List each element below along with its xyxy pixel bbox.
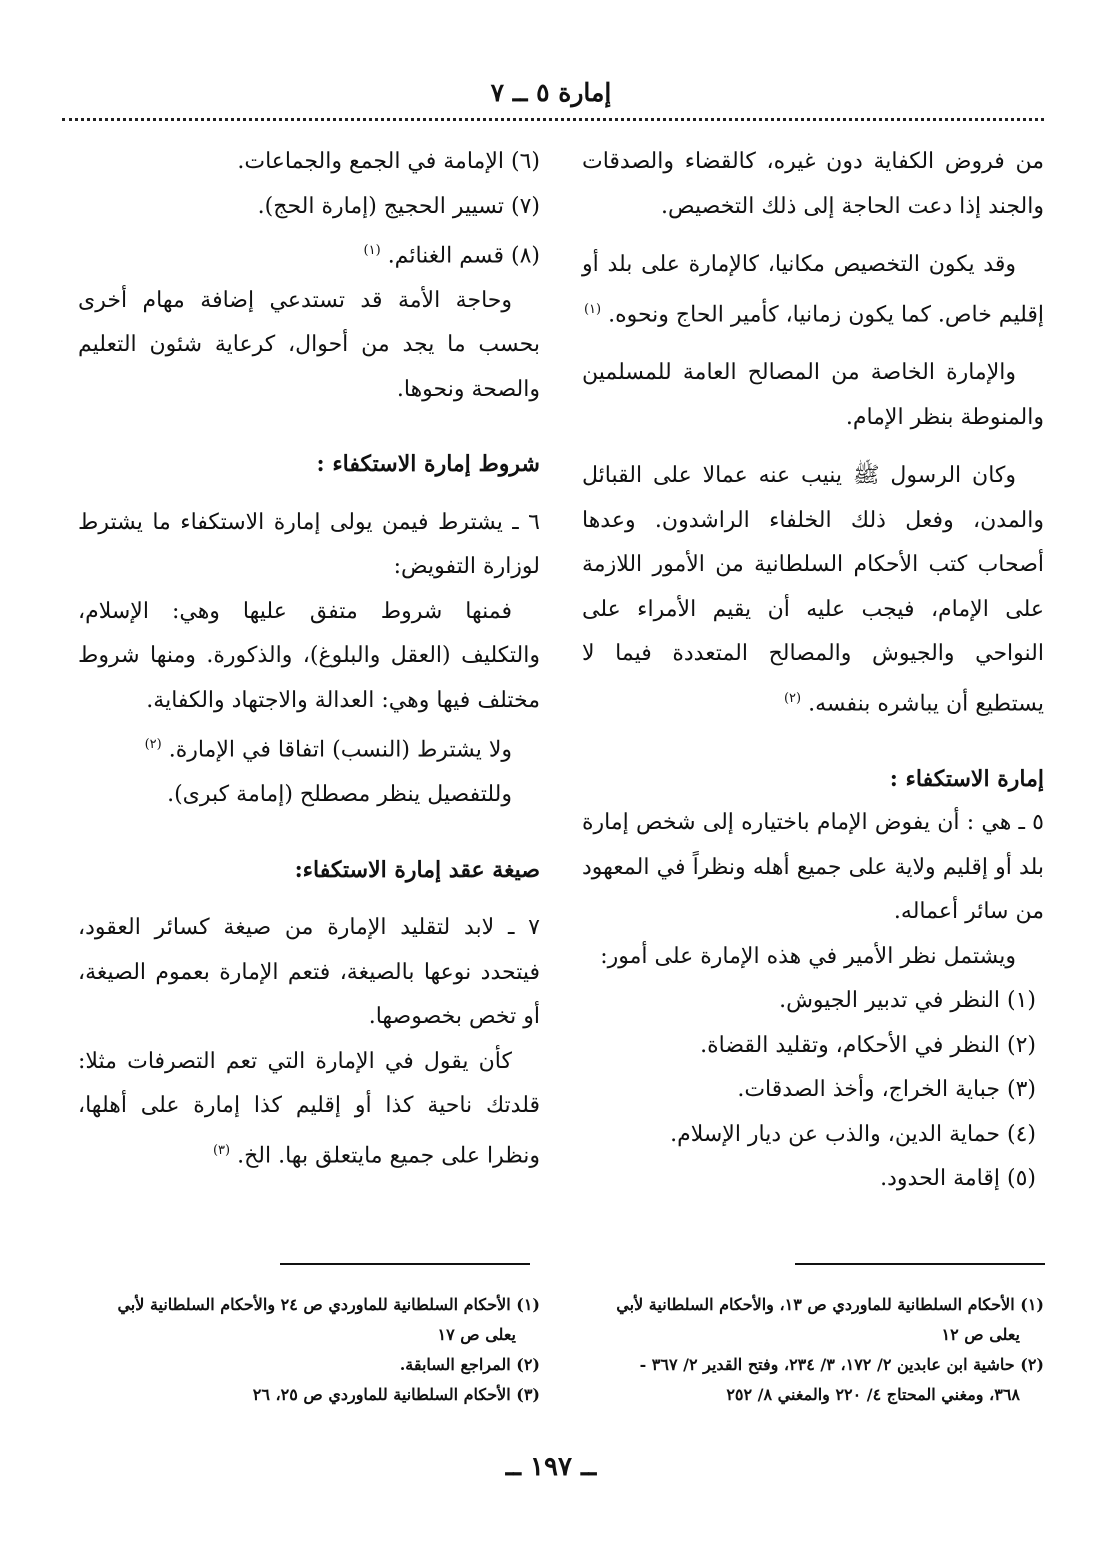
list-item: (٧) تسيير الحجيج (إمارة الحج). xyxy=(257,193,540,219)
paragraph: فمنها شروط متفق عليها وهي: الإسلام، والتكليف (العقل والبلوغ)، والذكورة. ومنها شروط مختلف فيها وهي: العدالة والاجتهاد والكفاية. xyxy=(78,598,540,713)
paragraph-text: ولا يشترط (النسب) اتفاقا في الإمارة. xyxy=(168,737,512,763)
footnote-ref: (٢) xyxy=(783,690,802,706)
list-item xyxy=(78,229,540,279)
paragraph-text: وكان الرسول ﷺ ينيب عنه عمالا على القبائل والمدن، وفعل ذلك الخلفاء الراشدون. وعدها أصحاب كتب الأحكام السلطانية من الأمور اللازمة على الإمام، فيجب عليه أن يقيم الأمراء على النواحي والجيوش والمصالح المتعددة فيما لا يستطيع أن يباشره بنفسه. xyxy=(582,463,1044,717)
paragraph: ٦ ـ يشترط فيمن يولى إمارة الاستكفاء ما يشترط لوزارة التفويض: xyxy=(78,509,540,580)
footnote: (١) الأحكام السلطانية للماوردي ص ٢٤ والأحكام السلطانية لأبي xyxy=(117,1295,540,1314)
paragraph: ويشتمل نظر الأمير في هذه الإمارة على أمور: xyxy=(600,943,1016,969)
paragraph: وحاجة الأمة قد تستدعي إضافة مهام أخرى بحسب ما يجد من أحوال، كرعاية شئون التعليم والصحة ونحوها. xyxy=(78,287,540,402)
list-item: (١) النظر في تدبير الجيوش. xyxy=(779,988,1036,1014)
footnotes-left xyxy=(78,1290,540,1410)
footnotes-right xyxy=(582,1290,1044,1410)
paragraph xyxy=(78,723,540,773)
footnote-ref: (١) xyxy=(363,243,381,258)
paragraph xyxy=(582,454,1044,726)
left-column xyxy=(78,140,540,1178)
footnote-continuation: يعلى ص ١٢ xyxy=(941,1325,1020,1344)
list-item-text: (٨) قسم الغنائم. xyxy=(387,243,540,269)
footnote-ref: (٢) xyxy=(144,737,162,753)
list-item: (٦) الإمامة في الجمع والجماعات. xyxy=(237,149,540,174)
paragraph: من فروض الكفاية دون غيره، كالقضاء والصدقات والجند إذا دعت الحاجة إلى ذلك التخصيص. xyxy=(582,149,1044,219)
footnote: (٣) الأحكام السلطانية للماوردي ص ٢٥، ٢٦ xyxy=(252,1385,540,1404)
paragraph: ٥ ـ هي : أن يفوض الإمام باختياره إلى شخص إمارة بلد أو إقليم ولاية على جميع أهله ونظراً في المعهود من سائر أعماله. xyxy=(582,810,1044,925)
paragraph: والإمارة الخاصة من المصالح العامة للمسلمين والمنوطة بنظر الإمام. xyxy=(582,360,1044,430)
running-header: إمارة ٥ ــ ٧ xyxy=(490,78,612,107)
paragraph xyxy=(78,1040,540,1179)
paragraph xyxy=(582,243,1044,337)
list-item: (٤) حماية الدين، والذب عن ديار الإسلام. xyxy=(670,1121,1036,1147)
footnote-continuation: يعلى ص ١٧ xyxy=(437,1325,516,1344)
list-item: (٣) جباية الخراج، وأخذ الصدقات. xyxy=(737,1077,1036,1103)
footnote-ref: (٣) xyxy=(212,1142,231,1158)
list-item: (٥) إقامة الحدود. xyxy=(880,1166,1036,1192)
paragraph: وللتفصيل ينظر مصطلح (إمامة كبرى). xyxy=(167,782,512,808)
footnote-rule xyxy=(795,1263,1045,1265)
footnote: (٢) حاشية ابن عابدين ٢/ ١٧٢، ٣/ ٢٣٤، وفتح القدير ٢/ ٣٦٧ - xyxy=(639,1355,1044,1374)
paragraph: ٧ ـ لابد لتقليد الإمارة من صيغة كسائر العقود، فيتحدد نوعها بالصيغة، فتعم الإمارة بعموم الصيغة، أو تخص بخصوصها. xyxy=(78,915,540,1030)
right-column xyxy=(582,140,1044,1202)
header-dotted-rule xyxy=(62,118,1044,121)
footnote-ref: (١) xyxy=(583,301,602,317)
section-heading: شروط إمارة الاستكفاء : xyxy=(316,451,540,478)
section-heading: صيغة عقد إمارة الاستكفاء: xyxy=(294,856,540,883)
paragraph-text: كأن يقول في الإمارة التي تعم التصرفات مثلا: قلدتك ناحية كذا أو إقليم كذا إمارة على أهلها، ونظرا على جميع مايتعلق بها. الخ. xyxy=(78,1048,540,1168)
paragraph-text: وقد يكون التخصيص مكانيا، كالإمارة على بلد أو إقليم خاص. كما يكون زمانيا، كأمير الحاج ونحوه. xyxy=(582,252,1044,327)
list-item: (٢) النظر في الأحكام، وتقليد القضاة. xyxy=(700,1032,1036,1058)
page-number: ــ ١٩٧ ــ xyxy=(505,1452,597,1482)
footnote: (١) الأحكام السلطانية للماوردي ص ١٣، والأحكام السلطانية لأبي xyxy=(616,1295,1044,1314)
footnote: (٢) المراجع السابقة. xyxy=(399,1355,540,1374)
section-heading: إمارة الاستكفاء : xyxy=(889,765,1044,792)
footnote-rule xyxy=(280,1263,530,1265)
footnote-continuation: ٣٦٨، ومغني المحتاج ٤/ ٢٢٠ والمغني ٨/ ٢٥٢ xyxy=(726,1385,1020,1404)
